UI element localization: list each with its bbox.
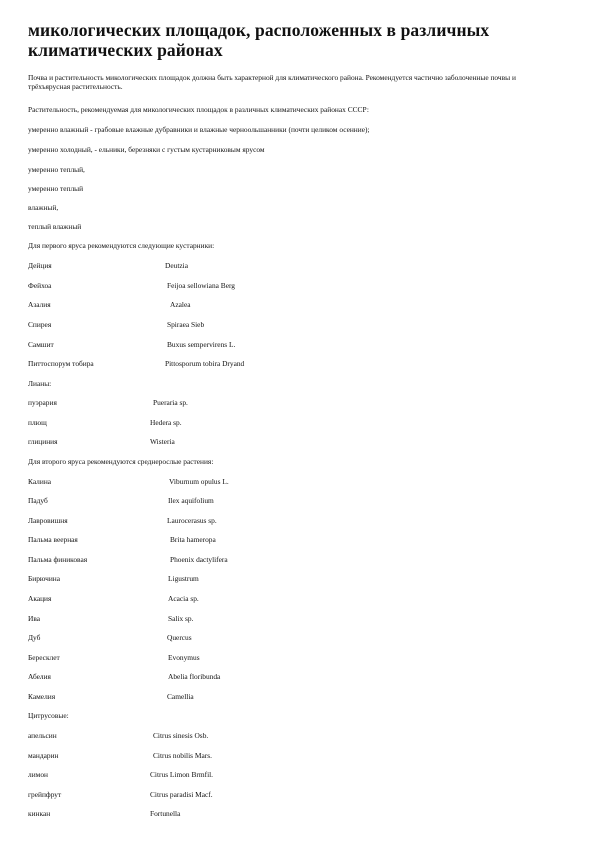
plant-name-lat: Citrus Limon Brmfil. [150,770,214,779]
plant-name-ru: Дуб [28,633,41,642]
plant-name-lat: Acacia sp. [168,594,199,603]
plant-name-lat: Citrus nobilis Mars. [153,751,212,760]
plant-name-ru: лимон [28,770,48,779]
plant-name-lat: Citrus paradisi Macf. [150,790,213,799]
plant-name-lat: Wisteria [150,437,175,446]
plant-name-lat: Fortunella [150,809,181,818]
plant-name-ru: мандарин [28,751,59,760]
plant-name-lat: Quercus [167,633,192,642]
plant-name-lat: Evonymus [168,653,200,662]
plant-name-lat: Ilex aquifolium [168,496,214,505]
plant-name-lat: Deutzia [165,261,188,270]
plant-name-ru: Камелия [28,692,56,701]
second-tier-heading: Для второго яруса рекомендуются среднерослые растения: [28,457,214,466]
plant-name-ru: Бересклет [28,653,60,662]
plant-name-ru: Бирючина [28,574,61,583]
plant-name-lat: Feijoa sellowiana Berg [167,281,236,290]
plant-name-lat: Pueraria sp. [153,398,188,407]
plant-name-lat: Spiraea Sieb [167,320,205,329]
zone-line: умеренно теплый [28,184,84,193]
plant-name-lat: Phoenix dactylifera [170,555,228,564]
plant-name-lat: Hedera sp. [150,418,182,427]
plant-name-ru: Пальма веерная [28,535,78,544]
plant-name-ru: Спирея [28,320,52,329]
plant-name-ru: Питтоспорум тобира [28,359,94,368]
plant-name-ru: глициния [28,437,58,446]
citrus-heading: Цитрусовые: [28,711,69,720]
plant-name-ru: Азалия [28,300,51,309]
plant-name-lat: Pittosporum tobira Dryand [165,359,245,368]
plant-name-lat: Brita hameropa [170,535,216,544]
plant-name-ru: кинкан [28,809,51,818]
plant-name-lat: Ligustrum [168,574,199,583]
lianas-heading: Лианы: [28,379,52,388]
plant-name-ru: Калина [28,477,52,486]
first-tier-heading: Для первого яруса рекомендуются следующие кустарники: [28,241,215,250]
zone-line: теплый влажный [28,222,82,231]
plant-name-lat: Viburnum opulus L. [169,477,229,486]
plant-name-ru: Абелия [28,672,51,681]
plant-name-ru: плющ [28,418,47,427]
plant-name-lat: Camellia [167,692,194,701]
zone-line: умеренно холодный, - ельники, березняки с густым кустарниковым ярусом [28,145,265,154]
zone-line: умеренно влажный - грабовые влажные дубравники и влажные черноольшанники (почти целиком осенние); [28,125,370,134]
plant-name-lat: Citrus sinesis Osb. [153,731,209,740]
plant-name-ru: Падуб [28,496,48,505]
plant-name-lat: Azalea [170,300,191,309]
zone-line: умеренно теплый, [28,165,85,174]
plant-name-ru: пуэрария [28,398,57,407]
plant-name-lat: Abelia floribunda [168,672,221,681]
page-title: микологических площадок, расположенных в различных климатических районах [28,20,490,60]
plant-name-ru: Лавровишня [28,516,68,525]
recommended-line: Растительность, рекомендуемая для микологических площадок в различных климатических районах СССР: [28,105,369,114]
plant-name-ru: Акация [28,594,52,603]
plant-name-lat: Laurocerasus sp. [167,516,217,525]
plant-name-ru: Дейция [28,261,52,270]
plant-name-lat: Buxus sempervirens L. [167,340,236,349]
plant-name-ru: апельсин [28,731,57,740]
plant-name-ru: Пальма финиковая [28,555,88,564]
zone-line: влажный, [28,203,59,212]
intro-paragraph: Почва и растительность микологических площадок должна быть характерной для климатического района. Рекомендуется частично заболоченные почвы и трёхъярусная растительность. [28,73,516,91]
plant-name-ru: грейпфрут [28,790,62,799]
plant-name-ru: Фейхоа [28,281,52,290]
plant-name-ru: Ива [28,614,41,623]
plant-name-lat: Salix sp. [168,614,194,623]
plant-name-ru: Самшит [28,340,54,349]
